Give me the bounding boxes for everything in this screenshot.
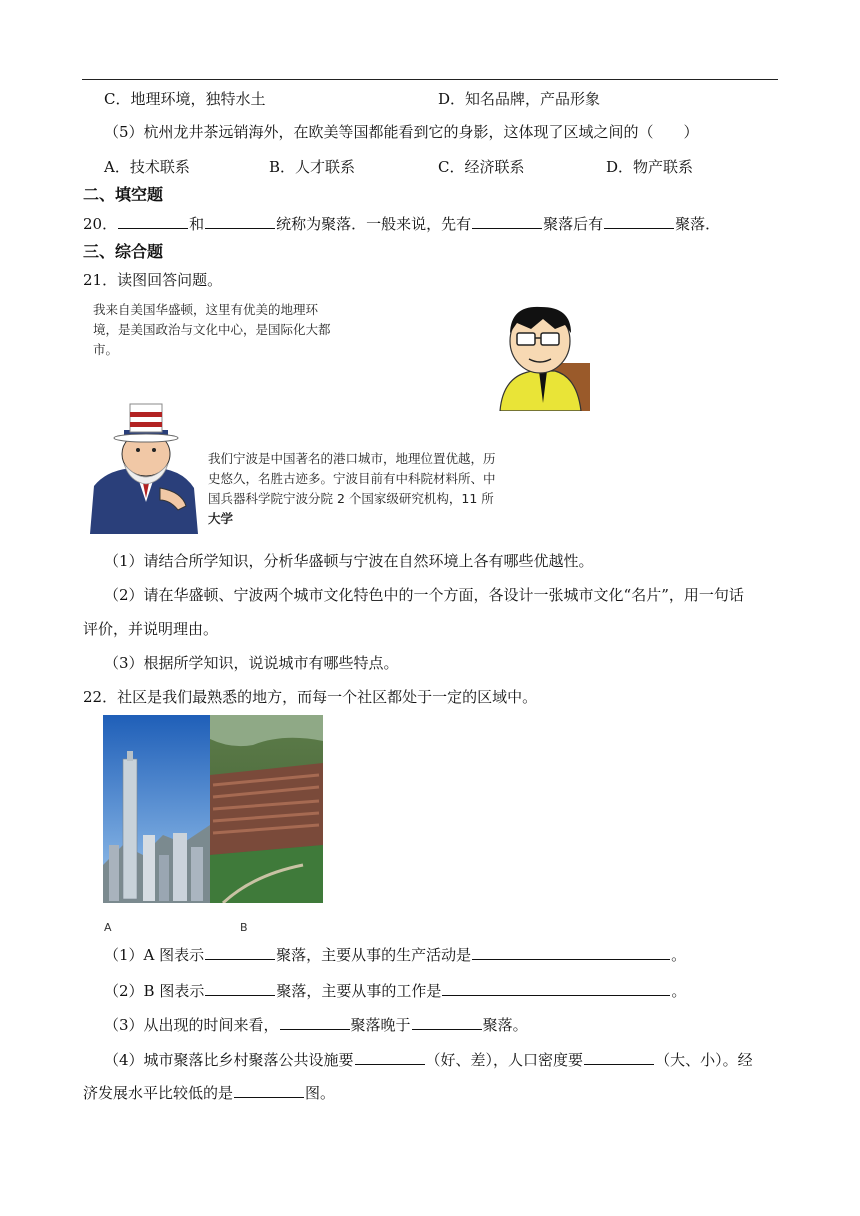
question-text: 聚落，主要从事的生产活动是 <box>276 946 472 964</box>
speech-text-ningbo <box>208 449 496 529</box>
question-text: 聚落，主要从事的工作是 <box>276 982 442 1000</box>
question-text: 。 <box>671 946 687 964</box>
answer-blank[interactable] <box>442 981 670 996</box>
figure-city-village <box>103 715 323 903</box>
cartoon-boy-illustration <box>495 303 590 411</box>
question-text: 图。 <box>305 1084 336 1102</box>
speech-line: 国兵器科学院宁波分院 2 个国家级研究机构，11 所 <box>208 491 494 506</box>
question-text: （1）A 图表示 <box>104 946 205 964</box>
speech-line: 大学 <box>208 511 234 526</box>
question-number: 20． <box>83 215 118 233</box>
question-21-part-2: （2）请在华盛顿、宁波两个城市文化特色中的一个方面，各设计一张城市文化“名片”，用一句话 <box>104 586 744 604</box>
answer-blank[interactable] <box>472 214 542 229</box>
section-title-comprehensive: 三、综合题 <box>83 242 164 261</box>
speech-line: 我们宁波是中国著名的港口城市，地理位置优越，历 <box>208 451 496 466</box>
question-text: （2）B 图表示 <box>104 982 205 1000</box>
question-text: 。 <box>671 982 687 1000</box>
question-22-part-4 <box>104 1050 753 1070</box>
question-text: 聚落后有 <box>543 215 604 233</box>
figure-label-a: A <box>104 921 112 934</box>
speech-line: 境，是美国政治与文化中心，是国际化大都 <box>93 322 331 337</box>
option-c: C．经济联系 <box>438 158 525 176</box>
speech-line: 史悠久，名胜古迹多。宁波目前有中科院材料所、中 <box>208 471 496 486</box>
answer-blank[interactable] <box>205 214 275 229</box>
question-21-stem: 21．读图回答问题。 <box>83 271 223 289</box>
answer-blank[interactable] <box>280 1015 350 1030</box>
option-a: A．技术联系 <box>104 158 190 176</box>
question-text: 济发展水平比较低的是 <box>83 1084 234 1102</box>
speech-text-washington <box>93 300 331 360</box>
question-text: （3）从出现的时间来看， <box>104 1016 279 1034</box>
question-22-part-3 <box>104 1015 528 1035</box>
answer-blank[interactable] <box>205 945 275 960</box>
question-19-5-stem: （5）杭州龙井茶远销海外，在欧美等国都能看到它的身影，这体现了区域之间的（ ） <box>104 123 699 141</box>
figure-washington-ningbo <box>90 298 590 538</box>
speech-line: 我来自美国华盛顿，这里有优美的地理环 <box>93 302 319 317</box>
question-text: （好、差），人口密度要 <box>425 1051 584 1069</box>
answer-blank[interactable] <box>584 1050 654 1065</box>
question-text: （4）城市聚落比乡村聚落公共设施要 <box>104 1051 354 1069</box>
answer-blank[interactable] <box>234 1083 304 1098</box>
option-c: C．地理环境，独特水土 <box>104 90 266 108</box>
answer-blank[interactable] <box>412 1015 482 1030</box>
question-text: 聚落晚于 <box>350 1016 411 1034</box>
question-22-part-4-cont <box>83 1083 335 1103</box>
question-text: 和 <box>189 215 205 233</box>
uncle-sam-illustration <box>90 402 202 534</box>
question-21-part-3: （3）根据所学知识，说说城市有哪些特点。 <box>104 654 399 672</box>
answer-blank[interactable] <box>205 981 275 996</box>
section-title-fill-in: 二、填空题 <box>83 185 164 204</box>
question-20 <box>83 214 720 234</box>
figure-label-b: B <box>240 921 248 934</box>
question-text: 统称为聚落．一般来说，先有 <box>276 215 472 233</box>
question-text: （大、小）。经 <box>655 1051 753 1069</box>
answer-blank[interactable] <box>604 214 674 229</box>
option-d: D．物产联系 <box>606 158 694 176</box>
option-b: B．人才联系 <box>269 158 356 176</box>
answer-blank[interactable] <box>355 1050 425 1065</box>
question-21-part-1: （1）请结合所学知识，分析华盛顿与宁波在自然环境上各有哪些优越性。 <box>104 552 594 570</box>
question-text: 聚落． <box>675 215 721 233</box>
answer-blank[interactable] <box>118 214 188 229</box>
question-22-part-1 <box>104 945 686 965</box>
question-21-part-2-cont: 评价，并说明理由。 <box>83 620 219 638</box>
question-text: 聚落。 <box>482 1016 528 1034</box>
header-rule <box>82 79 778 80</box>
option-d: D．知名品牌，产品形象 <box>438 90 601 108</box>
answer-blank[interactable] <box>472 945 670 960</box>
settlement-photos <box>103 715 323 903</box>
speech-line: 市。 <box>93 342 119 357</box>
question-22-stem: 22．社区是我们最熟悉的地方，而每一个社区都处于一定的区域中。 <box>83 688 538 706</box>
question-22-part-2 <box>104 981 686 1001</box>
